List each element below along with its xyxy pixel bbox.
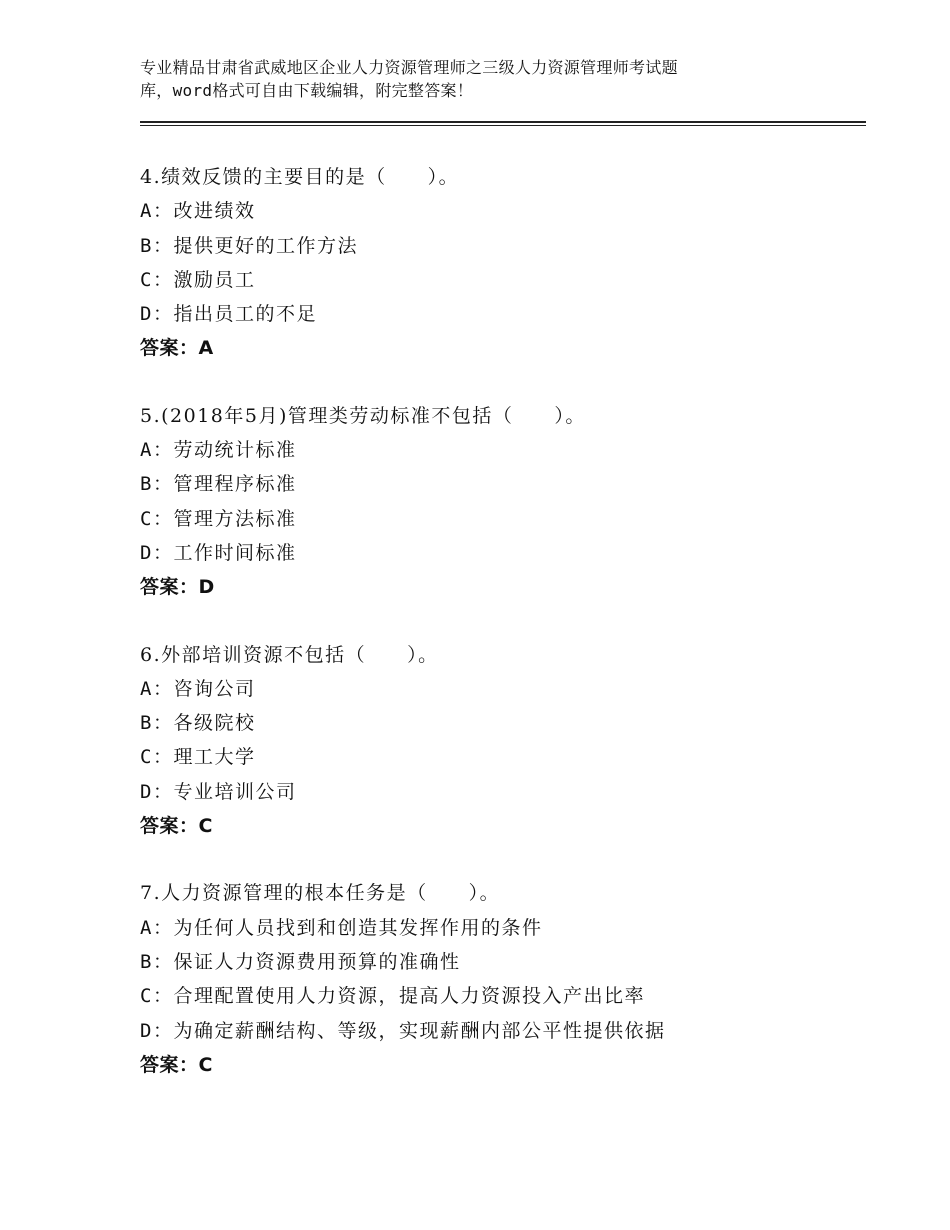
question-6 [140, 638, 866, 844]
header-line-2: 库，word格式可自由下载编辑，附完整答案！ [140, 81, 474, 100]
header-divider-thick [140, 121, 866, 123]
option-b: B：各级院校 [140, 712, 256, 735]
option-d: D：专业培训公司 [140, 780, 297, 803]
option-c: C：激励员工 [140, 268, 256, 291]
option-a: A：为任何人员找到和创造其发挥作用的条件 [140, 916, 543, 939]
question-7 [140, 876, 866, 1082]
question-5 [140, 399, 866, 605]
question-stem: 4.绩效反馈的主要目的是（ ）。 [140, 166, 460, 188]
answer-label: 答案：A [140, 337, 214, 360]
question-stem: 6.外部培训资源不包括（ ）。 [140, 643, 439, 666]
option-c: C：管理方法标准 [140, 507, 297, 530]
answer-label: 答案：C [140, 815, 213, 838]
option-a: A：咨询公司 [140, 677, 256, 700]
question-stem: 5.(2018年5月)管理类劳动标准不包括（ ）。 [140, 404, 586, 427]
header-divider-thin [140, 125, 866, 126]
option-a: A：劳动统计标准 [140, 439, 297, 462]
header-line-1: 专业精品甘肃省武威地区企业人力资源管理师之三级人力资源管理师考试题 [140, 58, 678, 77]
option-c: C：合理配置使用人力资源，提高人力资源投入产出比率 [140, 985, 645, 1008]
question-4 [140, 160, 866, 366]
option-d: D：指出员工的不足 [140, 303, 317, 326]
option-b: B：提供更好的工作方法 [140, 234, 358, 257]
option-b: B：管理程序标准 [140, 473, 297, 496]
question-stem: 7.人力资源管理的根本任务是（ ）。 [140, 882, 501, 905]
option-d: D：工作时间标准 [140, 541, 297, 564]
document-header [140, 56, 780, 102]
answer-label: 答案：C [140, 1053, 213, 1076]
option-d: D：为确定薪酬结构、等级，实现薪酬内部公平性提供依据 [140, 1019, 666, 1042]
option-c: C：理工大学 [140, 746, 256, 769]
question-list [140, 160, 866, 1115]
option-a: A：改进绩效 [140, 200, 256, 223]
option-b: B：保证人力资源费用预算的准确性 [140, 950, 461, 973]
answer-label: 答案：D [140, 576, 215, 599]
